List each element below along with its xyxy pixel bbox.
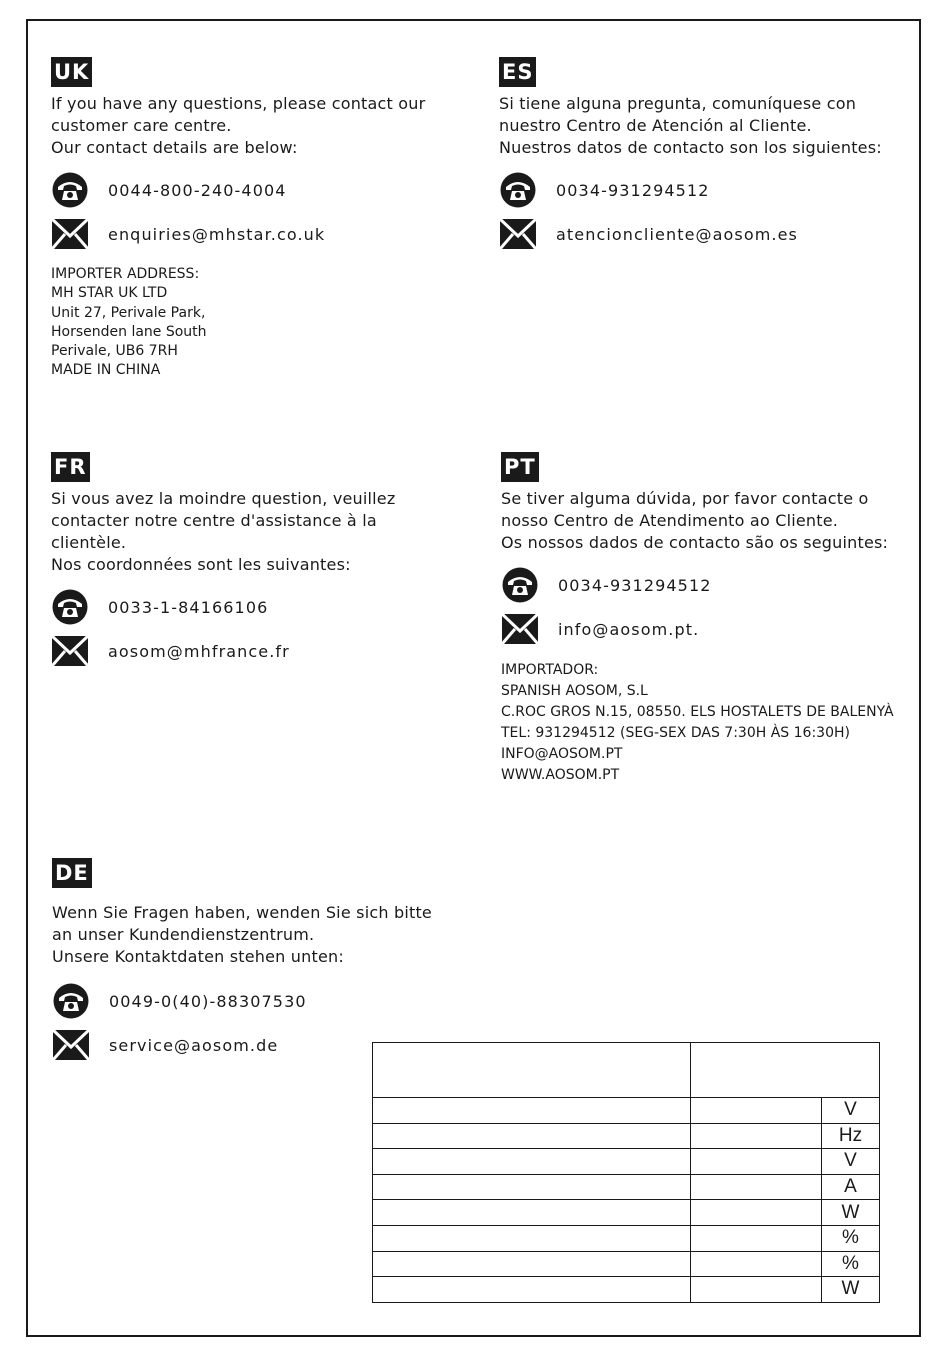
email-row-fr bbox=[51, 634, 395, 668]
table-row bbox=[373, 1200, 880, 1226]
specification-table bbox=[372, 1042, 880, 1303]
address-line: MH STAR UK LTD bbox=[51, 285, 168, 302]
intro-line: Unsere Kontaktdaten stehen unten: bbox=[52, 947, 344, 966]
phone-row-fr bbox=[51, 590, 395, 624]
table-cell bbox=[373, 1149, 691, 1175]
email-row-uk bbox=[51, 217, 425, 251]
intro-text-fr bbox=[51, 488, 395, 576]
table-row bbox=[373, 1251, 880, 1277]
address-line: Horsenden lane South bbox=[51, 323, 207, 340]
address-line: WWW.AOSOM.PT bbox=[501, 767, 620, 783]
address-line: C.ROC GROS N.15, 08550. ELS HOSTALETS DE BALENYÀ bbox=[501, 704, 894, 720]
email-address: info@aosom.pt. bbox=[558, 619, 700, 639]
table-cell bbox=[691, 1225, 822, 1251]
table-row bbox=[373, 1123, 880, 1149]
envelope-icon bbox=[52, 1027, 90, 1063]
unit-cell: W bbox=[822, 1277, 880, 1303]
language-badge-pt: PT bbox=[501, 452, 539, 482]
phone-number: 0034-931294512 bbox=[556, 180, 710, 200]
table-cell bbox=[373, 1200, 691, 1226]
telephone-icon bbox=[51, 589, 89, 625]
telephone-icon bbox=[51, 172, 89, 208]
unit-cell: % bbox=[822, 1251, 880, 1277]
table-row bbox=[373, 1174, 880, 1200]
language-badge-fr: FR bbox=[51, 452, 90, 482]
address-line: Perivale, UB6 7RH bbox=[51, 343, 178, 360]
table-cell bbox=[691, 1123, 822, 1149]
table-cell bbox=[691, 1098, 822, 1124]
section-es bbox=[499, 57, 882, 251]
envelope-icon bbox=[51, 216, 89, 252]
unit-cell: A bbox=[822, 1174, 880, 1200]
table-cell bbox=[691, 1251, 822, 1277]
intro-text-es bbox=[499, 93, 882, 159]
table-cell bbox=[373, 1277, 691, 1303]
intro-line: nosso Centro de Atendimento ao Cliente. bbox=[501, 511, 839, 530]
address-line: SPANISH AOSOM, S.L bbox=[501, 683, 648, 699]
language-badge-es: ES bbox=[499, 57, 536, 87]
intro-line: Si vous avez la moindre question, veuillez bbox=[51, 489, 396, 508]
intro-line: clientèle. bbox=[51, 533, 127, 552]
envelope-icon bbox=[499, 216, 537, 252]
address-line: IMPORTER ADDRESS: bbox=[51, 266, 200, 282]
address-line: INFO@AOSOM.PT bbox=[501, 746, 623, 762]
phone-number: 0044-800-240-4004 bbox=[108, 180, 287, 200]
table-cell bbox=[691, 1277, 822, 1303]
table-cell bbox=[691, 1149, 822, 1175]
telephone-icon bbox=[52, 983, 90, 1019]
table-header-row bbox=[373, 1043, 880, 1098]
address-line: MADE IN CHINA bbox=[51, 362, 161, 379]
intro-line: Si tiene alguna pregunta, comuníquese con bbox=[499, 94, 857, 113]
address-line: IMPORTADOR: bbox=[501, 662, 599, 678]
table-cell bbox=[691, 1043, 880, 1098]
table-cell bbox=[373, 1225, 691, 1251]
email-address: service@aosom.de bbox=[109, 1035, 279, 1055]
phone-number: 0034-931294512 bbox=[558, 575, 712, 595]
unit-cell: W bbox=[822, 1200, 880, 1226]
table-cell bbox=[691, 1200, 822, 1226]
phone-number: 0049-0(40)-88307530 bbox=[109, 991, 307, 1011]
phone-row-uk bbox=[51, 173, 425, 207]
email-address: atencioncliente@aosom.es bbox=[556, 224, 798, 244]
telephone-icon bbox=[499, 172, 537, 208]
phone-row-de bbox=[52, 984, 432, 1018]
table-row bbox=[373, 1149, 880, 1175]
importer-address-uk bbox=[51, 265, 425, 381]
phone-row-pt bbox=[501, 568, 894, 602]
table-cell bbox=[373, 1123, 691, 1149]
table-cell bbox=[373, 1098, 691, 1124]
language-badge-de: DE bbox=[52, 858, 92, 888]
email-row-es bbox=[499, 217, 882, 251]
intro-line: If you have any questions, please contact our bbox=[51, 94, 426, 113]
envelope-icon bbox=[51, 633, 89, 669]
intro-text-pt bbox=[501, 488, 894, 554]
intro-text-de bbox=[52, 902, 432, 968]
intro-line: customer care centre. bbox=[51, 116, 232, 135]
email-address: enquiries@mhstar.co.uk bbox=[108, 224, 326, 244]
table-cell bbox=[373, 1251, 691, 1277]
intro-line: Os nossos dados de contacto são os seguintes: bbox=[501, 533, 889, 552]
unit-cell: Hz bbox=[822, 1123, 880, 1149]
intro-line: nuestro Centro de Atención al Cliente. bbox=[499, 116, 812, 135]
intro-line: Nos coordonnées sont les suivantes: bbox=[51, 555, 351, 574]
email-row-pt bbox=[501, 612, 894, 646]
email-address: aosom@mhfrance.fr bbox=[108, 641, 290, 661]
unit-cell: V bbox=[822, 1149, 880, 1175]
importer-address-pt bbox=[501, 660, 894, 786]
table-cell bbox=[691, 1174, 822, 1200]
section-pt bbox=[501, 452, 894, 786]
language-badge-uk: UK bbox=[51, 57, 92, 87]
intro-line: Nuestros datos de contacto son los siguientes: bbox=[499, 138, 882, 157]
section-de bbox=[52, 858, 432, 1062]
phone-row-es bbox=[499, 173, 882, 207]
table-row bbox=[373, 1225, 880, 1251]
intro-text-uk bbox=[51, 93, 425, 159]
intro-line: Our contact details are below: bbox=[51, 138, 298, 157]
table-cell bbox=[373, 1043, 691, 1098]
intro-line: an unser Kundendienstzentrum. bbox=[52, 925, 315, 944]
section-fr bbox=[51, 452, 395, 668]
address-line: Unit 27, Perivale Park, bbox=[51, 304, 206, 321]
table-row bbox=[373, 1098, 880, 1124]
intro-line: Wenn Sie Fragen haben, wenden Sie sich bitte bbox=[52, 903, 432, 922]
unit-cell: V bbox=[822, 1098, 880, 1124]
telephone-icon bbox=[501, 567, 539, 603]
section-uk bbox=[51, 57, 425, 381]
intro-line: Se tiver alguma dúvida, por favor contacte o bbox=[501, 489, 869, 508]
address-line: TEL: 931294512 (SEG-SEX DAS 7:30H ÀS 16:30H) bbox=[501, 725, 850, 741]
envelope-icon bbox=[501, 611, 539, 647]
table-cell bbox=[373, 1174, 691, 1200]
intro-line: contacter notre centre d'assistance à la bbox=[51, 511, 377, 530]
phone-number: 0033-1-84166106 bbox=[108, 597, 269, 617]
table-row bbox=[373, 1277, 880, 1303]
unit-cell: % bbox=[822, 1225, 880, 1251]
